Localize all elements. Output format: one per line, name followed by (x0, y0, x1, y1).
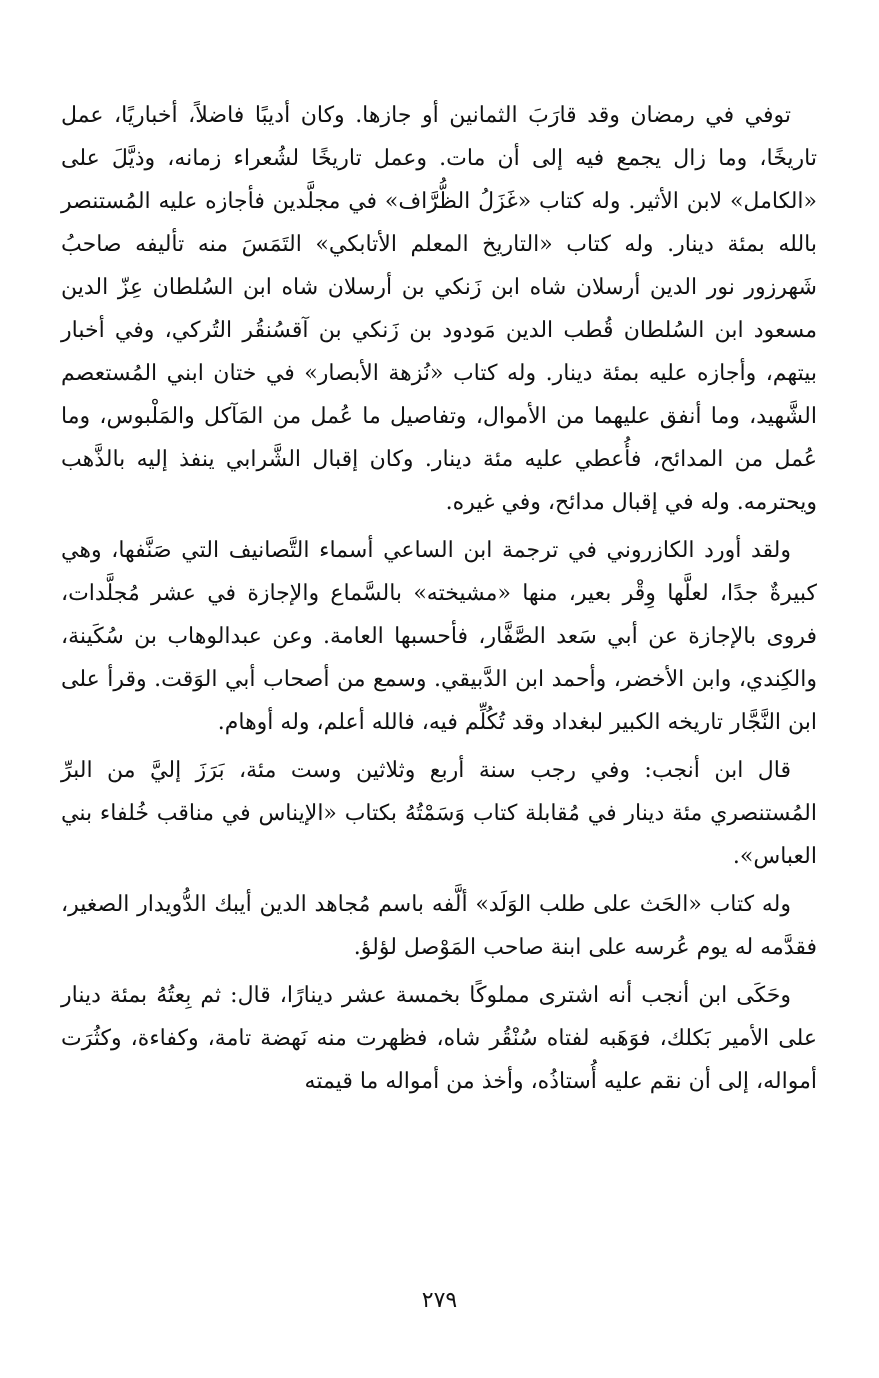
paragraph-1: توفي في رمضان وقد قارَبَ الثمانين أو جازها. وكان أديبًا فاضلاً، أخباريًا، عمل تاريخًا، وما زال يجمع فيه إلى أن مات. وعمل تاريخًا لشُعراء زمانه، وذيَّلَ على «الكامل» لابن الأثير. وله كتاب «غَزَلُ الظُّرَّاف» في مجلَّدين فأجازه عليه المُستنصر بالله بمئة دينار. وله كتاب «التاريخ المعلم الأتابكي» التَمَسَ منه تأليفه صاحبُ شَهرزور نور الدين أرسلان شاه ابن زَنكي بن أرسلان شاه ابن السُلطان عِزّ الدين مسعود ابن السُلطان قُطب الدين مَودود بن زَنكي بن آقسُنقُر التُركي، وفي أخبار بيتهم، وأجازه عليه بمئة دينار. وله كتاب «نُزهة الأبصار» في ختان ابني المُستعصم الشَّهيد، وما أنفق عليهما من الأموال، وتفاصيل ما عُمل من المَآكل والمَلْبوس، وما عُمل من المدائح، فأُعطي عليه مئة دينار. وكان إقبال الشَّرابي ينفذ إليه بالذَّهب ويحترمه. وله في إقبال مدائح، وفي غيره. (61, 103, 817, 515)
paragraph-2: ولقد أورد الكازروني في ترجمة ابن الساعي أسماء التَّصانيف التي صَنَّفها، وهي كبيرةٌ جدًا، لعلَّها وِقْر بعير، منها «مشيخته» بالسَّماع والإجازة في عشر مُجلَّدات، فروى بالإجازة عن أبي سَعد الصَّفَّار، فأحسبها العامة. وعن عبدالوهاب بن سُكَينة، والكِندي، وابن الأخضر، وأحمد ابن الدَّبيقي. وسمع من أصحاب أبي الوَقت. وقرأ على ابن النَّجَّار تاريخه الكبير لبغداد وقد تُكُلِّم فيه، فالله أعلم، وله أوهام. (61, 538, 817, 735)
body-text (61, 94, 817, 1108)
paragraph-4: وله كتاب «الحَث على طلب الوَلَد» ألَّفه باسم مُجاهد الدين أيبك الدُّويدار الصغير، فقدَّمه له يوم عُرسه على ابنة صاحب المَوْصل لؤلؤ. (61, 892, 817, 960)
paragraph-5: وحَكَى ابن أنجب أنه اشترى مملوكًا بخمسة عشر دينارًا، قال: ثم بِعتُهُ بمئة دينار على الأمير بَكلك، فوَهَبه لفتاه سُنْقُر شاه، فظهرت منه نَهضة تامة، وكفاءة، وكثُرَت أمواله، إلى أن نقم عليه أُستاذُه، وأخذ من أمواله ما قيمته (61, 983, 817, 1094)
paragraph-3: قال ابن أنجب: وفي رجب سنة أربع وثلاثين وست مئة، بَرَزَ إليَّ من البرِّ المُستنصري مئة دينار في مُقابلة كتاب وَسَمْتُهُ بكتاب «الإيناس في مناقب خُلفاء بني العباس». (61, 758, 817, 869)
page-number: ٢٧٩ (421, 1288, 458, 1313)
